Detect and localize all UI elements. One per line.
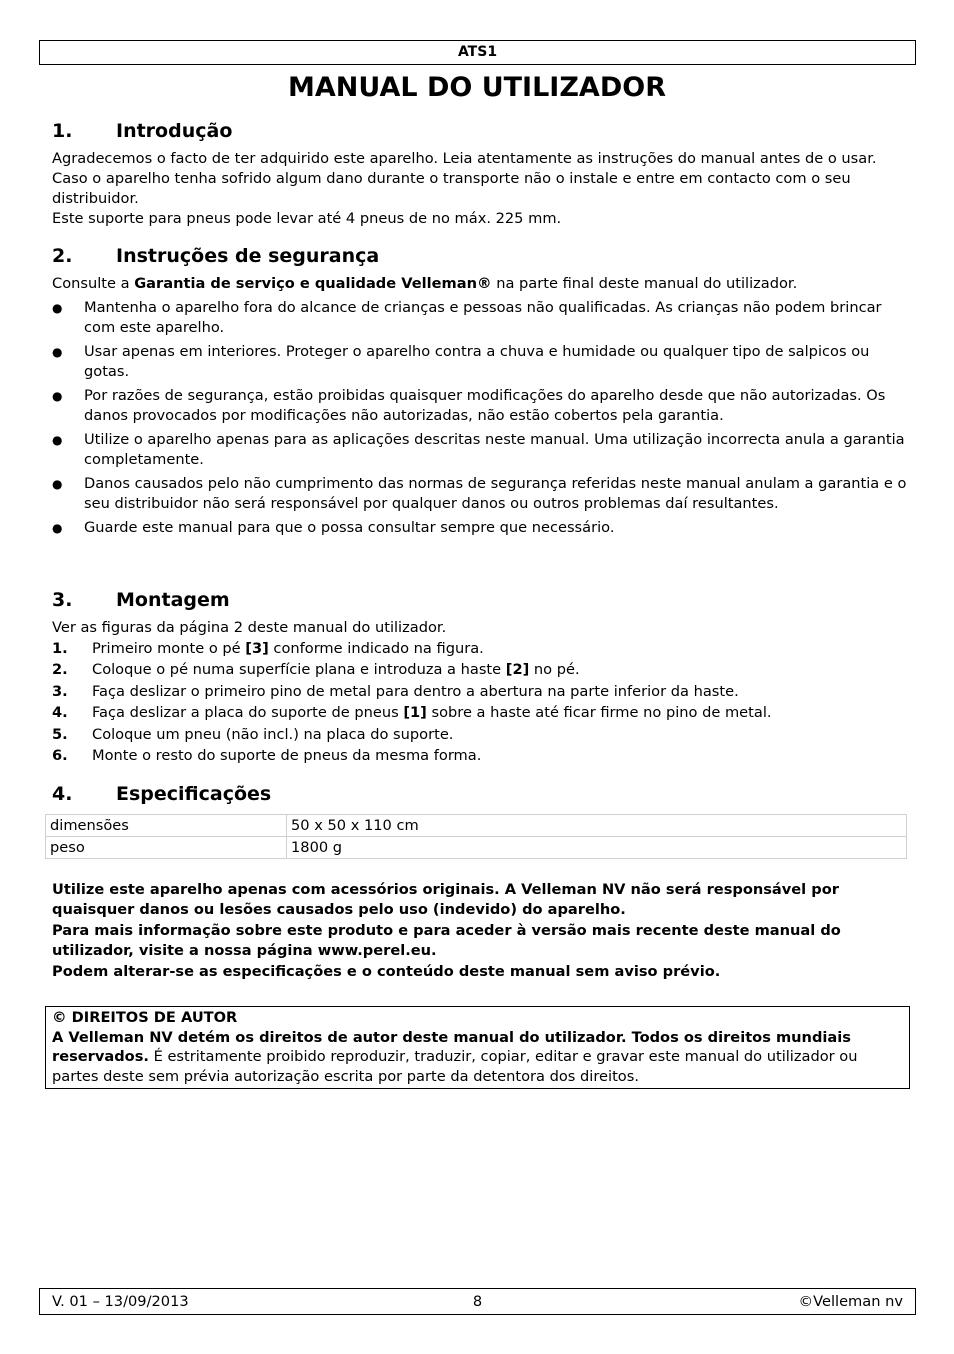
- list-item: [52, 518, 912, 538]
- step-number: 1.: [52, 640, 68, 657]
- bullet-icon: ●: [52, 433, 63, 447]
- section-number: 1.: [52, 120, 73, 142]
- safety-list: [52, 298, 912, 542]
- section-title: Instruções de segurança: [116, 245, 380, 267]
- step-text-tail: sobre a haste até ficar firme no pino de metal.: [426, 704, 772, 722]
- list-item-text: Usar apenas em interiores. Proteger o aparelho contra a chuva e humidade ou qualquer tipo de salpicos ou gotas.: [84, 343, 870, 380]
- safety-intro-tail: na parte final deste manual do utilizador.: [491, 275, 798, 292]
- footer-page-number: 8: [472, 1293, 483, 1310]
- step-text: Faça deslizar a placa do suporte de pneus: [92, 704, 404, 722]
- bullet-icon: ●: [52, 301, 63, 315]
- list-item-text: Por razões de segurança, estão proibidas quaisquer modificações do aparelho desde que não autorizadas. Os danos provocados por modificações não autorizadas, não estão cobertos pela garantia.: [84, 387, 886, 424]
- copyright-text: [52, 1028, 903, 1087]
- copyright-box: [45, 1006, 910, 1089]
- figure-ref: [3]: [245, 640, 269, 657]
- copyright-bold-text: A Velleman NV detém os direitos de autor deste manual do utilizador. Todos os direitos mundiais reservados.: [52, 1028, 851, 1065]
- list-item-text: Guarde este manual para que o possa consultar sempre que necessário.: [84, 519, 615, 536]
- bullet-icon: ●: [52, 477, 63, 491]
- note-accessories: Utilize este aparelho apenas com acessórios originais. A Velleman NV não será responsável por quaisquer danos ou lesões causados pelo uso (indevido) do aparelho.: [52, 881, 839, 918]
- footer-version: V. 01 – 13/09/2013: [52, 1293, 189, 1310]
- section-title: Especificações: [116, 783, 272, 805]
- step-item: [52, 638, 912, 659]
- step-text: Coloque o pé numa superfície plana e introduza a haste: [92, 661, 506, 679]
- list-item-text: Utilize o aparelho apenas para as aplicações descritas neste manual. Uma utilização incorrecta anula a garantia completamente.: [84, 431, 905, 468]
- header-model: ATS1: [39, 40, 916, 65]
- step-item: [52, 659, 912, 680]
- bullet-icon: ●: [52, 345, 63, 359]
- figure-ref: [2]: [505, 661, 530, 679]
- safety-intro: [52, 274, 912, 294]
- safety-intro-text: Consulte a: [52, 275, 135, 292]
- section-title: Introdução: [116, 120, 233, 142]
- step-text: Primeiro monte o pé: [92, 640, 246, 657]
- list-item: [52, 474, 912, 514]
- section-2-heading: [52, 244, 379, 268]
- section-1-heading: [52, 119, 232, 143]
- step-number: 4.: [52, 704, 68, 722]
- section-title: Montagem: [116, 589, 230, 611]
- list-item: [52, 342, 912, 382]
- step-item: [52, 702, 912, 723]
- step-item: [52, 681, 912, 702]
- figure-ref: [1]: [403, 704, 427, 722]
- list-item: [52, 386, 912, 426]
- spec-label: peso: [46, 837, 287, 859]
- table-row: [46, 837, 907, 859]
- step-number: 3.: [52, 682, 68, 700]
- assembly-steps: [52, 638, 912, 766]
- page-title: MANUAL DO UTILIZADOR: [288, 72, 666, 103]
- step-item: [52, 724, 912, 745]
- spec-value: 1800 g: [287, 837, 907, 859]
- spec-value: 50 x 50 x 110 cm: [287, 815, 907, 837]
- step-number: 5.: [52, 725, 68, 743]
- table-row: [46, 815, 907, 837]
- footer-company: ©Velleman nv: [798, 1293, 903, 1310]
- step-text: Monte o resto do suporte de pneus da mesma forma.: [92, 746, 482, 764]
- step-number: 6.: [52, 746, 68, 764]
- section-4-heading: [52, 782, 271, 806]
- copyright-normal-text: É estritamente proibido reproduzir, traduzir, copiar, editar e gravar este manual do utilizador ou partes deste sem prévia autorização escrita por parte da detentora dos direitos.: [52, 1048, 858, 1085]
- step-text: Faça deslizar o primeiro pino de metal para dentro a abertura na parte inferior da haste.: [92, 682, 739, 700]
- step-item: [52, 745, 912, 766]
- section-3-heading: [52, 588, 230, 612]
- important-notes: [52, 880, 912, 983]
- section-number: 4.: [52, 783, 73, 805]
- note-changes: Podem alterar-se as especificações e o conteúdo deste manual sem aviso prévio.: [52, 963, 721, 980]
- bullet-icon: ●: [52, 521, 63, 535]
- note-website: Para mais informação sobre este produto e para aceder à versão mais recente deste manual do utilizador, visite a nossa página www.perel.eu.: [52, 922, 841, 959]
- specifications-table: [45, 814, 907, 859]
- list-item-text: Mantenha o aparelho fora do alcance de crianças e pessoas não qualificadas. As crianças não podem brincar com este aparelho.: [84, 299, 882, 336]
- list-item: [52, 430, 912, 470]
- section-number: 2.: [52, 245, 73, 267]
- step-text: Coloque um pneu (não incl.) na placa do suporte.: [92, 725, 454, 743]
- bullet-icon: ●: [52, 389, 63, 403]
- step-text-tail: conforme indicado na figura.: [268, 640, 484, 657]
- assembly-intro: Ver as figuras da página 2 deste manual do utilizador.: [52, 619, 447, 636]
- step-text-tail: no pé.: [529, 661, 580, 679]
- intro-capacity: Este suporte para pneus pode levar até 4 pneus de no máx. 225 mm.: [52, 210, 562, 227]
- spec-label: dimensões: [46, 815, 287, 837]
- step-number: 2.: [52, 661, 68, 679]
- copyright-heading: © DIREITOS DE AUTOR: [52, 1009, 238, 1026]
- warranty-reference: Garantia de serviço e qualidade Velleman®: [134, 275, 492, 292]
- intro-paragraph: Agradecemos o facto de ter adquirido este aparelho. Leia atentamente as instruções do manual antes de o usar. Caso o aparelho tenha sofrido algum dano durante o transporte não o instale e entre em contacto com o seu distribuidor.: [52, 150, 877, 207]
- page-footer: [39, 1288, 916, 1315]
- list-item-text: Danos causados pelo não cumprimento das normas de segurança referidas neste manual anulam a garantia e o seu distribuidor não será responsável por qualquer danos ou outros problemas daí resultantes.: [84, 475, 907, 512]
- list-item: [52, 298, 912, 338]
- section-number: 3.: [52, 589, 73, 611]
